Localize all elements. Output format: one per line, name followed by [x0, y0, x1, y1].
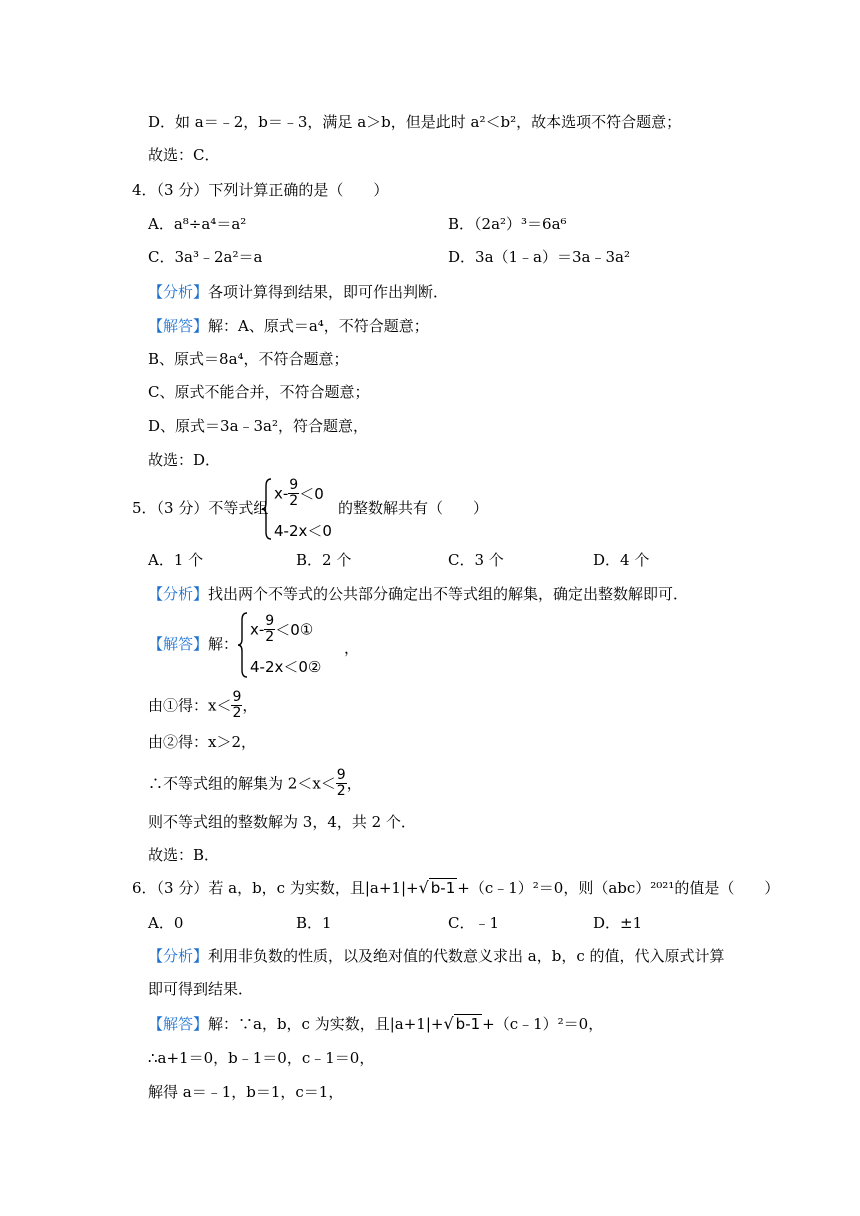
q4-option-c: C．3a³﹣2a²＝a [148, 248, 263, 266]
analysis-tag: 【分析】 [148, 947, 209, 965]
q5-solution-system: x- $\frac{9}{2}$ ＜0① 4-2x＜0② [238, 612, 348, 678]
solution-tag: 【解答】 [148, 635, 209, 653]
q4-answer: 故选：D． [148, 451, 221, 469]
q6-option-a: A．0 [148, 914, 184, 932]
analysis-tag: 【分析】 [148, 585, 209, 603]
q5-analysis: 【分析】找出两个不等式的公共部分确定出不等式组的解集，确定出整数解即可． [148, 585, 689, 603]
q5-step-1: 由①得：x＜ $\frac{9}{2}$ ， [148, 689, 258, 721]
fraction: $\frac{9}{2}$ [336, 767, 346, 799]
q4-solution-line-4: D、原式＝3a﹣3a²，符合题意， [148, 417, 369, 435]
q5-solution-pre: 【解答】解： [148, 635, 239, 653]
fraction: $\frac{9}{2}$ [289, 477, 299, 509]
q6-option-d: D．±1 [593, 914, 643, 932]
solution-tag: 【解答】 [148, 317, 209, 335]
circled-number-2: ② [307, 658, 322, 676]
square-root: √ b-1 [418, 878, 456, 897]
q6-analysis-line-2: 即可得到结果． [148, 980, 254, 998]
q5-answer: 故选：B． [148, 846, 220, 864]
q4-analysis-text: 各项计算得到结果，即可作出判断． [208, 283, 449, 301]
q3-answer: 故选：C． [148, 146, 220, 164]
q5-option-b: B．2 个 [296, 551, 352, 569]
q5-stem-pre: 5．（3 分）不等式组 [132, 499, 269, 517]
q6-analysis-line-1: 【分析】利用非负数的性质，以及绝对值的代数意义求出 a，b，c 的值，代入原式计算 [148, 947, 725, 965]
q4-analysis [148, 282, 448, 302]
q6-solution-line-1: 【解答】解：∵a，b，c 为实数，且|a+1|+√ b-1 +（c﹣1）²＝0， [148, 1014, 604, 1033]
q5-solution-comma: ， [344, 639, 360, 657]
solution-tag: 【解答】 [148, 1015, 209, 1033]
q5-option-d: D．4 个 [593, 551, 650, 569]
q5-inequality-system: x- $\frac{9}{2}$ ＜0 4-2x＜0 [262, 478, 342, 540]
q4-option-a: A．a⁸÷a⁴＝a² [148, 215, 247, 233]
fraction: $\frac{9}{2}$ [232, 689, 242, 721]
left-brace-icon [238, 612, 248, 678]
q5-option-c: C．3 个 [448, 551, 504, 569]
q5-step-2: 由②得：x＞2， [148, 733, 257, 751]
q5-option-a: A．1 个 [148, 551, 204, 569]
q6-solution-line-2: ∴a+1＝0，b﹣1＝0，c﹣1＝0， [148, 1049, 375, 1067]
q6-option-c: C．﹣1 [448, 914, 500, 932]
q6-solution-line-3: 解得 a＝﹣1，b＝1，c＝1， [148, 1083, 344, 1101]
q6-stem: 6．（3 分）若 a，b，c 为实数，且|a+1|+√ b-1 +（c﹣1）²＝0，则（abc）²⁰²¹的值是（ ） [132, 878, 780, 897]
q4-solution-line-3: C、原式不能合并，不符合题意； [148, 383, 370, 401]
analysis-tag: 【分析】 [148, 283, 209, 301]
q4-solution-line-2: B、原式＝8a⁴，不符合题意； [148, 350, 349, 368]
q5-stem-post: 的整数解共有（ ） [338, 499, 489, 517]
q4-option-d: D．3a（1﹣a）＝3a﹣3a² [448, 248, 630, 266]
left-brace-icon [262, 478, 272, 540]
q5-step-4: 则不等式组的整数解为 3，4，共 2 个． [148, 813, 416, 831]
q4-solution-line-1: 【解答】解：A、原式＝a⁴，不符合题意； [148, 317, 429, 335]
q4-option-b: B．（2a²）³＝6a⁶ [448, 215, 567, 233]
circled-number-1: ① [299, 620, 314, 639]
q5-step-3: ∴不等式组的解集为 2＜x＜ $\frac{9}{2}$ ， [148, 767, 362, 799]
q3-option-d-explanation: D．如 a＝﹣2，b＝﹣3，满足 a＞b，但是此时 a²＜b²，故本选项不符合题意； [148, 113, 682, 131]
fraction: $\frac{9}{2}$ [265, 613, 275, 645]
q6-option-b: B．1 [296, 914, 332, 932]
q4-stem: 4．（3 分）下列计算正确的是（ ） [132, 181, 389, 199]
square-root: √ b-1 [443, 1014, 481, 1033]
